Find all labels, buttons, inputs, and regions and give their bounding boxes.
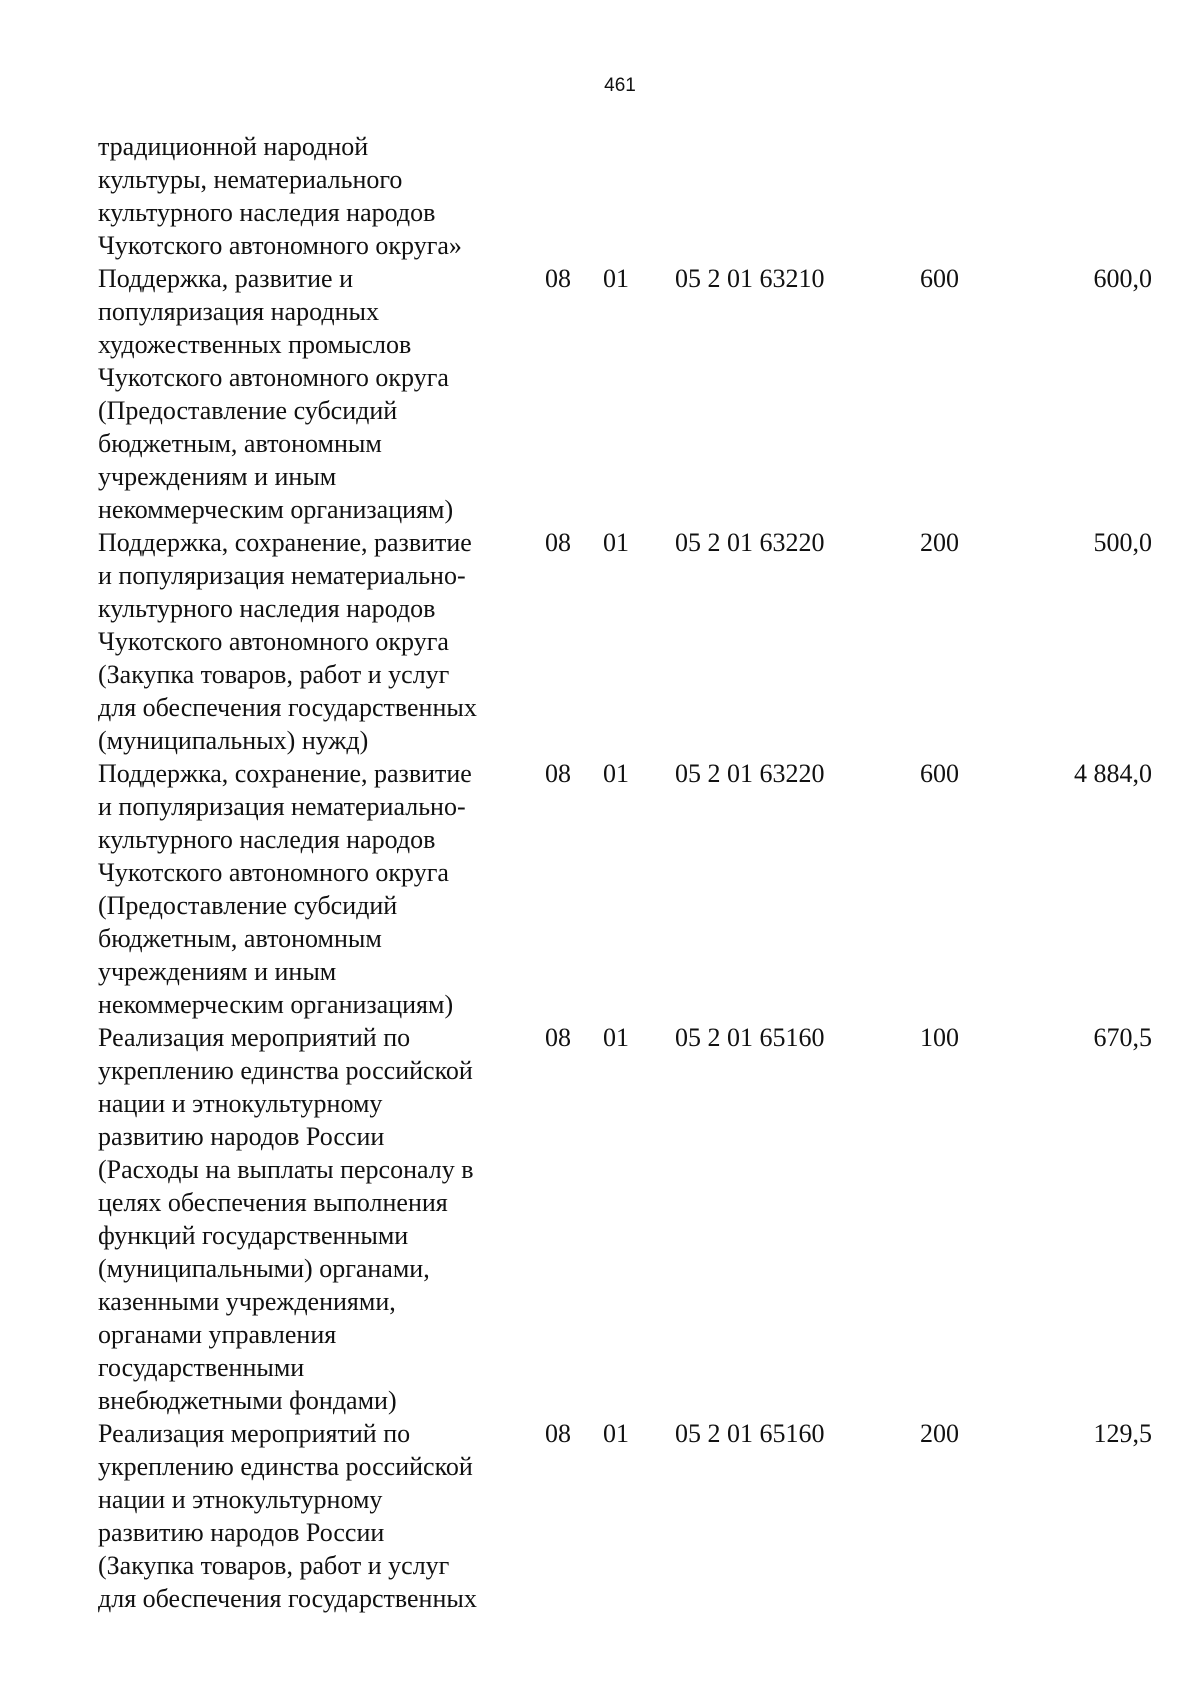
amount-value: 670,5 <box>1093 1023 1152 1052</box>
row-description: традиционной народной культуры, нематериального культурного наследия народов Чукотского автономного округа» <box>98 132 462 260</box>
expense-type-code: 600 <box>920 759 959 788</box>
table-row <box>0 262 1200 526</box>
table-row <box>0 757 1200 1021</box>
table-row <box>0 130 1200 262</box>
section-code: 08 <box>545 759 571 788</box>
section-code: 08 <box>545 264 571 293</box>
target-article-code: 05 2 01 63220 <box>675 528 825 557</box>
amount-value: 600,0 <box>1093 264 1152 293</box>
subsection-code: 01 <box>603 1023 629 1052</box>
subsection-code: 01 <box>603 1419 629 1448</box>
section-code: 08 <box>545 528 571 557</box>
page-number: 461 <box>604 75 636 96</box>
table-row <box>0 526 1200 757</box>
expense-type-code: 100 <box>920 1023 959 1052</box>
amount-value: 4 884,0 <box>1074 759 1152 788</box>
row-description: Поддержка, развитие и популяризация народных художественных промыслов Чукотского автономного округа (Предоставление субсидий бюджетным, автономным учреждениям и иным некоммерческим организациям) <box>98 264 454 524</box>
expense-type-code: 200 <box>920 528 959 557</box>
row-description: Реализация мероприятий по укреплению единства российской нации и этнокультурному развитию народов России (Расходы на выплаты персоналу в целях обеспечения выполнения функций государственными (муниципальными) органами, казенными учреждениями, органами управления государственными внебюджетными фондами) <box>98 1023 474 1415</box>
subsection-code: 01 <box>603 759 629 788</box>
subsection-code: 01 <box>603 528 629 557</box>
expense-type-code: 200 <box>920 1419 959 1448</box>
section-code: 08 <box>545 1419 571 1448</box>
row-description: Поддержка, сохранение, развитие и популяризация нематериально- культурного наследия народов Чукотского автономного округа (Закупка товаров, работ и услуг для обеспечения государственных (муниципальных) нужд) <box>98 528 477 755</box>
expense-type-code: 600 <box>920 264 959 293</box>
subsection-code: 01 <box>603 264 629 293</box>
budget-table <box>0 130 1200 1615</box>
target-article-code: 05 2 01 63220 <box>675 759 825 788</box>
target-article-code: 05 2 01 63210 <box>675 264 825 293</box>
target-article-code: 05 2 01 65160 <box>675 1419 825 1448</box>
target-article-code: 05 2 01 65160 <box>675 1023 825 1052</box>
row-description: Реализация мероприятий по укреплению единства российской нации и этнокультурному развитию народов России (Закупка товаров, работ и услуг для обеспечения государственных <box>98 1419 477 1613</box>
table-row <box>0 1021 1200 1417</box>
section-code: 08 <box>545 1023 571 1052</box>
amount-value: 500,0 <box>1093 528 1152 557</box>
row-description: Поддержка, сохранение, развитие и популяризация нематериально- культурного наследия народов Чукотского автономного округа (Предоставление субсидий бюджетным, автономным учреждениям и иным некоммерческим организациям) <box>98 759 472 1019</box>
table-row <box>0 1417 1200 1615</box>
amount-value: 129,5 <box>1093 1419 1152 1448</box>
